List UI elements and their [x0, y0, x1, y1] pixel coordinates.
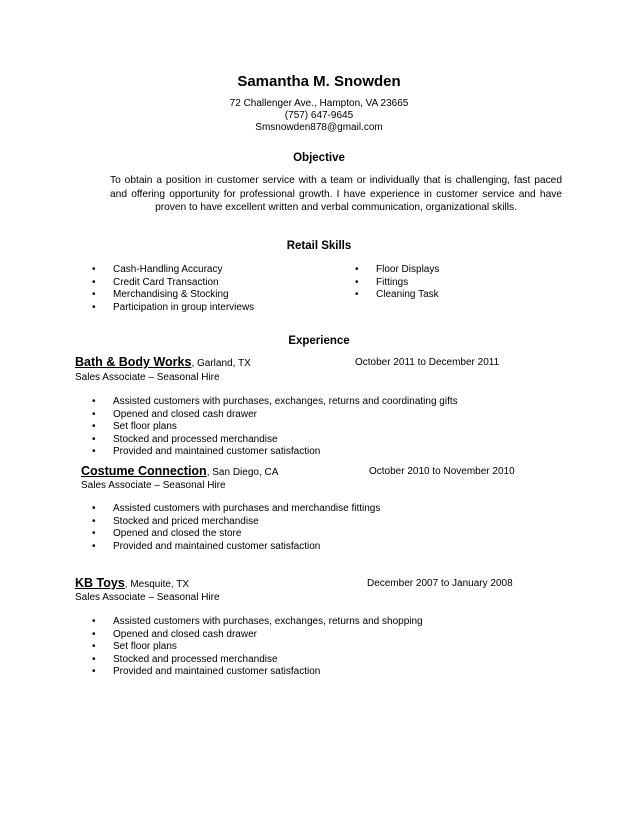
skill-item: • Credit Card Transaction [92, 277, 254, 290]
job-role: Sales Associate – Seasonal Hire [81, 480, 226, 491]
company-name: KB Toys [75, 576, 125, 590]
job-role: Sales Associate – Seasonal Hire [75, 372, 220, 383]
duty-item: • Set floor plans [92, 421, 458, 434]
skill-item: • Cash-Handling Accuracy [92, 264, 254, 277]
skill-item: • Floor Displays [355, 264, 439, 277]
job-duties [92, 503, 380, 553]
duty-item: • Provided and maintained customer satisfaction [92, 541, 380, 554]
duty-item: • Opened and closed the store [92, 528, 380, 541]
duty-item: • Stocked and priced merchandise [92, 516, 380, 529]
address: 72 Challenger Ave., Hampton, VA 23665 [229, 98, 409, 109]
phone: (757) 647-9645 [284, 110, 354, 121]
objective-heading: Objective [293, 152, 345, 164]
company-location: , Garland, TX [191, 358, 251, 369]
company-location: , Mesquite, TX [124, 579, 190, 590]
job-header [81, 464, 278, 478]
skill-item: • Participation in group interviews [92, 302, 254, 315]
job-dates: October 2010 to November 2010 [369, 466, 515, 477]
duty-item: • Assisted customers with purchases and merchandise fittings [92, 503, 380, 516]
company-name: Bath & Body Works [75, 355, 192, 369]
skill-item: • Cleaning Task [355, 289, 439, 302]
company-name: Costume Connection [81, 464, 207, 478]
objective-text: To obtain a position in customer service with a team or individually that is challenging, fast paced and offering opportunity for professional growth. I have experience in customer service and have proven to have excellent written and verbal communication, organizational skills. [110, 175, 562, 213]
job-header [75, 355, 251, 369]
duty-item: • Stocked and processed merchandise [92, 434, 458, 447]
duty-item: • Provided and maintained customer satisfaction [92, 446, 458, 459]
skill-item: • Fittings [355, 277, 439, 290]
duty-item: • Opened and closed cash drawer [92, 629, 423, 642]
skills-right-list [355, 264, 439, 302]
experience-heading: Experience [288, 335, 350, 347]
duty-item: • Assisted customers with purchases, exchanges, returns and coordinating gifts [92, 396, 458, 409]
skill-item: • Merchandising & Stocking [92, 289, 254, 302]
duty-item: • Provided and maintained customer satisfaction [92, 666, 423, 679]
job-dates: October 2011 to December 2011 [355, 357, 500, 368]
duty-item: • Set floor plans [92, 641, 423, 654]
job-duties [92, 396, 458, 459]
job-role: Sales Associate – Seasonal Hire [75, 592, 220, 603]
skills-left-list [92, 264, 254, 314]
skills-heading: Retail Skills [286, 240, 352, 252]
duty-item: • Stocked and processed merchandise [92, 654, 423, 667]
email: Smsnowden878@gmail.com [255, 122, 383, 133]
company-location: , San Diego, CA [206, 467, 279, 478]
duty-item: • Opened and closed cash drawer [92, 409, 458, 422]
job-header [75, 576, 189, 590]
candidate-name: Samantha M. Snowden [237, 73, 401, 90]
duty-item: • Assisted customers with purchases, exchanges, returns and shopping [92, 616, 423, 629]
job-duties [92, 616, 423, 679]
job-dates: December 2007 to January 2008 [367, 578, 513, 589]
